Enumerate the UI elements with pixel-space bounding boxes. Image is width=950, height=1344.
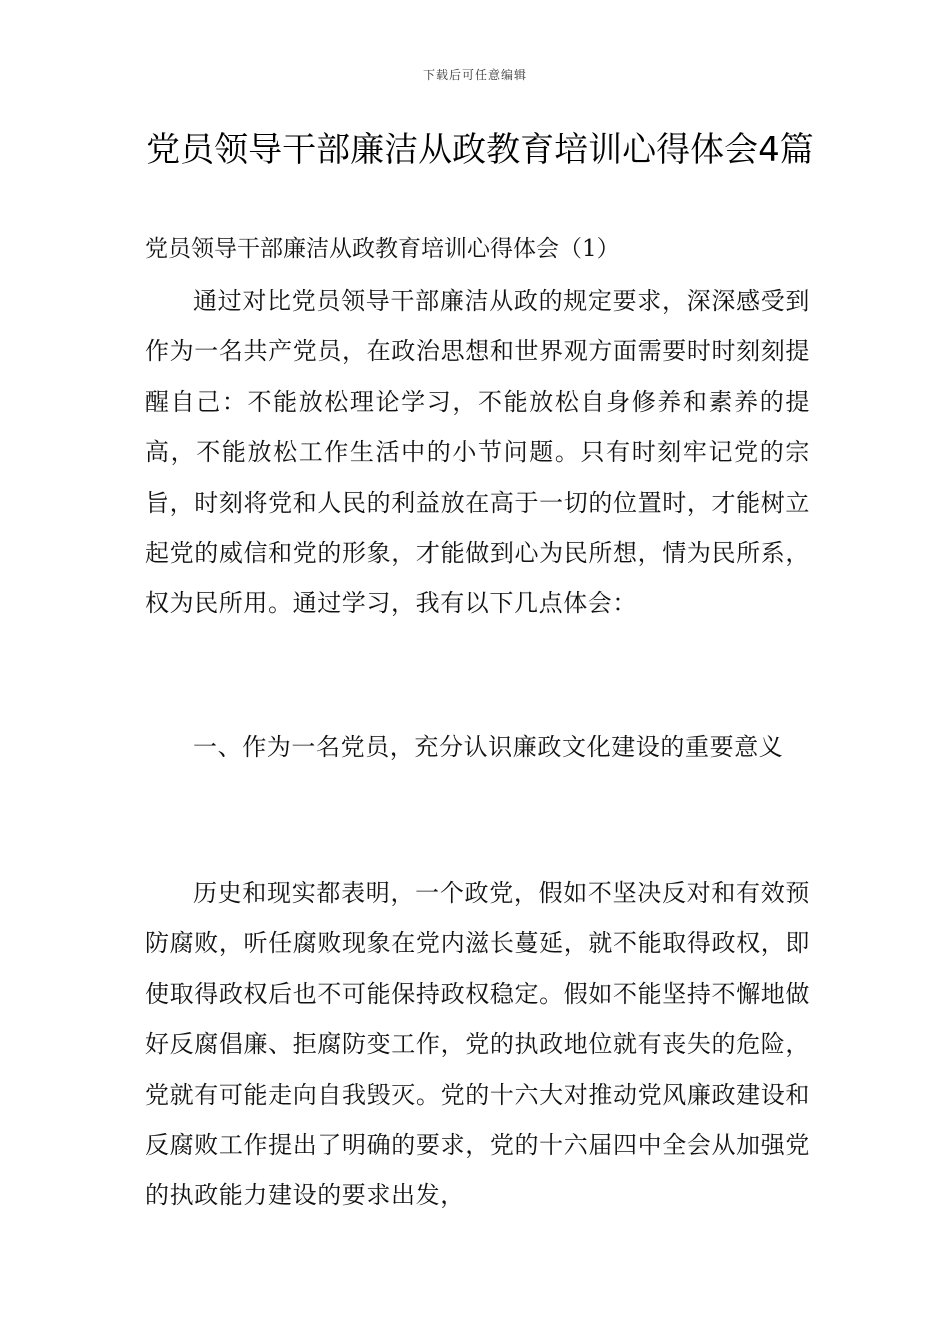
paragraph-intro: 通过对比党员领导干部廉洁从政的规定要求，深深感受到作为一名共产党员，在政治思想和世界观方面需要时时刻刻提醒自己：不能放松理论学习，不能放松自身修养和素养的提高，不能放松工作生活中的小节问题。只有时刻牢记党的宗旨，时刻将党和人民的利益放在高于一切的位置时，才能树立起党的威信和党的形象，才能做到心为民所想，情为民所系，权为民所用。通过学习，我有以下几点体会： (145, 287, 810, 618)
document-title: 党员领导干部廉洁从政教育培训心得体会4篇 (146, 130, 814, 170)
section-subtitle: 党员领导干部廉洁从政教育培训心得体会（1） (145, 236, 620, 262)
section-heading-one: 一、作为一名党员，充分认识廉政文化建设的重要意义 (193, 733, 784, 761)
header-note: 下载后可任意编辑 (422, 68, 527, 82)
paragraph-history: 历史和现实都表明，一个政党，假如不坚决反对和有效预防腐败，听任腐败现象在党内滋长蔓延，就不能取得政权，即使取得政权后也不可能保持政权稳定。假如不能坚持不懈地做好反腐倡廉、拒腐防变工作，党的执政地位就有丧失的危险，党就有可能走向自我毁灭。党的十六大对推动党风廉政建设和反腐败工作提出了明确的要求，党的十六届四中全会从加强党的执政能力建设的要求出发， (145, 879, 810, 1210)
